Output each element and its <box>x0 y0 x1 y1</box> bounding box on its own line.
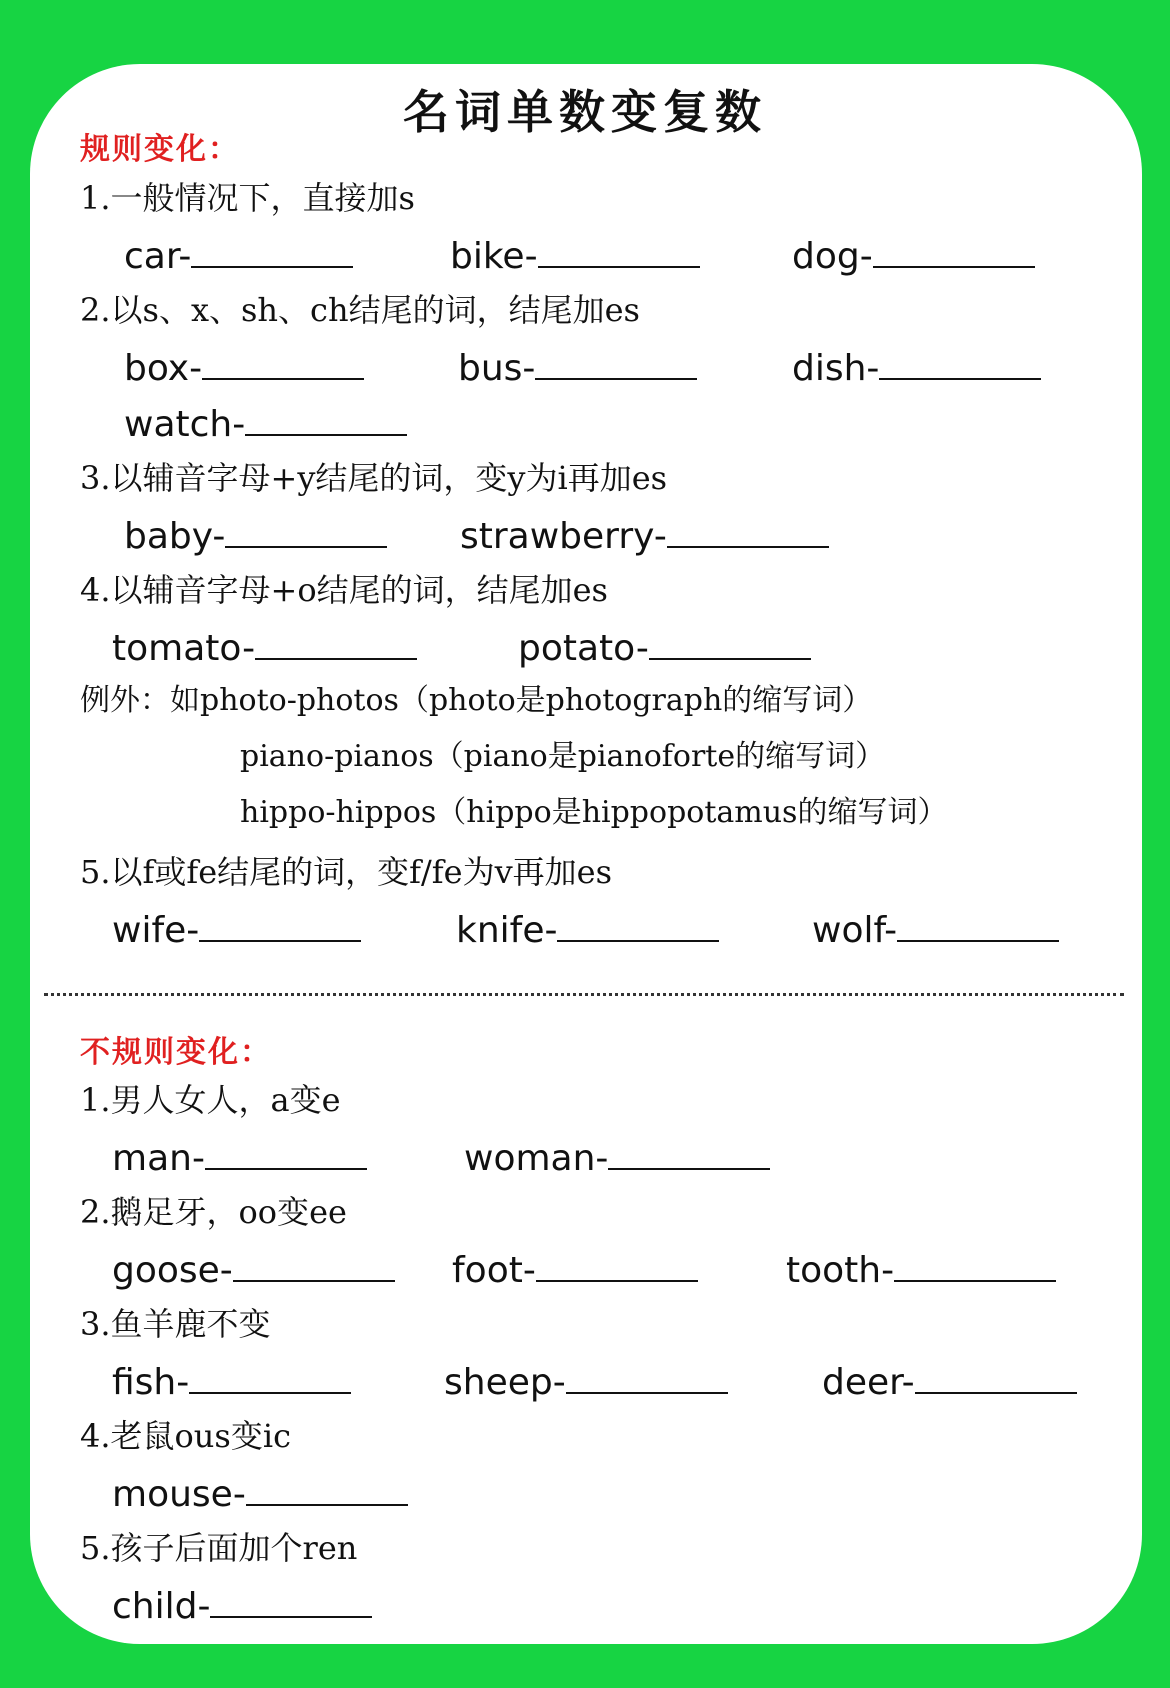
irregular-rule-1: 1.男人女人，a变e <box>80 1081 341 1119</box>
answer-blank <box>205 1140 367 1170</box>
word-stem: deer- <box>822 1362 915 1403</box>
regular-rule-5: 5.以f或fe结尾的词，变f/fe为v再加es <box>80 853 613 891</box>
regular-rule-1: 1.一般情况下，直接加s <box>80 179 415 217</box>
answer-blank <box>897 912 1059 942</box>
exception-line-1: 例外：如photo-photos（photo是photograph的缩写词） <box>80 683 873 718</box>
exercise-item <box>112 1588 372 1625</box>
irregular-rule-5: 5.孩子后面加个ren <box>80 1529 358 1567</box>
irregular-rule-3: 3.鱼羊鹿不变 <box>80 1305 271 1343</box>
answer-blank <box>233 1252 395 1282</box>
exercise-item <box>458 350 697 387</box>
answer-blank <box>915 1364 1077 1394</box>
exercise-item <box>450 238 700 275</box>
exercise-item <box>112 912 361 949</box>
word-stem: car- <box>124 236 192 277</box>
exception-line-2: piano-pianos（piano是pianoforte的缩写词） <box>240 739 886 774</box>
word-stem: watch- <box>124 404 246 445</box>
word-stem: woman- <box>464 1138 609 1179</box>
exercise-item <box>112 1252 395 1289</box>
answer-blank <box>649 630 811 660</box>
answer-blank <box>608 1140 770 1170</box>
exercise-item <box>792 238 1035 275</box>
regular-rule-3: 3.以辅音字母+y结尾的词，变y为i再加es <box>80 459 668 497</box>
exception-line-3: hippo-hippos（hippo是hippopotamus的缩写词） <box>240 795 948 830</box>
exercise-item <box>124 350 364 387</box>
answer-blank <box>879 350 1041 380</box>
exercise-item <box>112 630 417 667</box>
answer-blank <box>557 912 719 942</box>
answer-blank <box>873 238 1035 268</box>
word-stem: fish- <box>112 1362 190 1403</box>
exercise-item <box>518 630 811 667</box>
word-stem: bus- <box>458 348 536 389</box>
word-stem: sheep- <box>444 1362 566 1403</box>
word-stem: box- <box>124 348 203 389</box>
exercise-item <box>124 406 407 443</box>
answer-blank <box>199 912 361 942</box>
page-title: 名词单数变复数 <box>403 85 767 139</box>
word-stem: strawberry- <box>460 516 667 557</box>
answer-blank <box>538 238 700 268</box>
regular-section-label: 规则变化： <box>80 132 240 167</box>
answer-blank <box>191 238 353 268</box>
word-stem: baby- <box>124 516 226 557</box>
answer-blank <box>536 1252 698 1282</box>
word-stem: child- <box>112 1586 211 1627</box>
answer-blank <box>667 518 829 548</box>
irregular-rule-4: 4.老鼠ous变ic <box>80 1417 291 1455</box>
exercise-item <box>812 912 1059 949</box>
word-stem: bike- <box>450 236 538 277</box>
exercise-item <box>792 350 1041 387</box>
exercise-item <box>456 912 719 949</box>
answer-blank <box>894 1252 1056 1282</box>
exercise-item <box>124 518 387 555</box>
exercise-item <box>464 1140 770 1177</box>
word-stem: dog- <box>792 236 873 277</box>
word-stem: tomato- <box>112 628 256 669</box>
exercise-item <box>786 1252 1056 1289</box>
answer-blank <box>255 630 417 660</box>
irregular-section-label: 不规则变化： <box>80 1035 272 1070</box>
word-stem: wife- <box>112 910 200 951</box>
regular-rule-2: 2.以s、x、sh、ch结尾的词，结尾加es <box>80 291 640 329</box>
word-stem: potato- <box>518 628 649 669</box>
exercise-item <box>822 1364 1077 1401</box>
word-stem: goose- <box>112 1250 233 1291</box>
exercise-item <box>124 238 353 275</box>
answer-blank <box>245 406 407 436</box>
word-stem: wolf- <box>812 910 898 951</box>
exercise-item <box>112 1364 351 1401</box>
irregular-rule-2: 2.鹅足牙，oo变ee <box>80 1193 347 1231</box>
answer-blank <box>225 518 387 548</box>
exercise-item <box>444 1364 728 1401</box>
section-divider <box>44 993 1124 996</box>
word-stem: foot- <box>452 1250 536 1291</box>
word-stem: mouse- <box>112 1474 246 1515</box>
answer-blank <box>246 1476 408 1506</box>
exercise-item <box>112 1476 408 1513</box>
word-stem: knife- <box>456 910 558 951</box>
word-stem: tooth- <box>786 1250 895 1291</box>
answer-blank <box>566 1364 728 1394</box>
answer-blank <box>210 1588 372 1618</box>
word-stem: man- <box>112 1138 205 1179</box>
exercise-item <box>112 1140 367 1177</box>
exercise-item <box>460 518 829 555</box>
answer-blank <box>535 350 697 380</box>
word-stem: dish- <box>792 348 880 389</box>
regular-rule-4: 4.以辅音字母+o结尾的词，结尾加es <box>80 571 608 609</box>
answer-blank <box>202 350 364 380</box>
exercise-item <box>452 1252 698 1289</box>
answer-blank <box>189 1364 351 1394</box>
